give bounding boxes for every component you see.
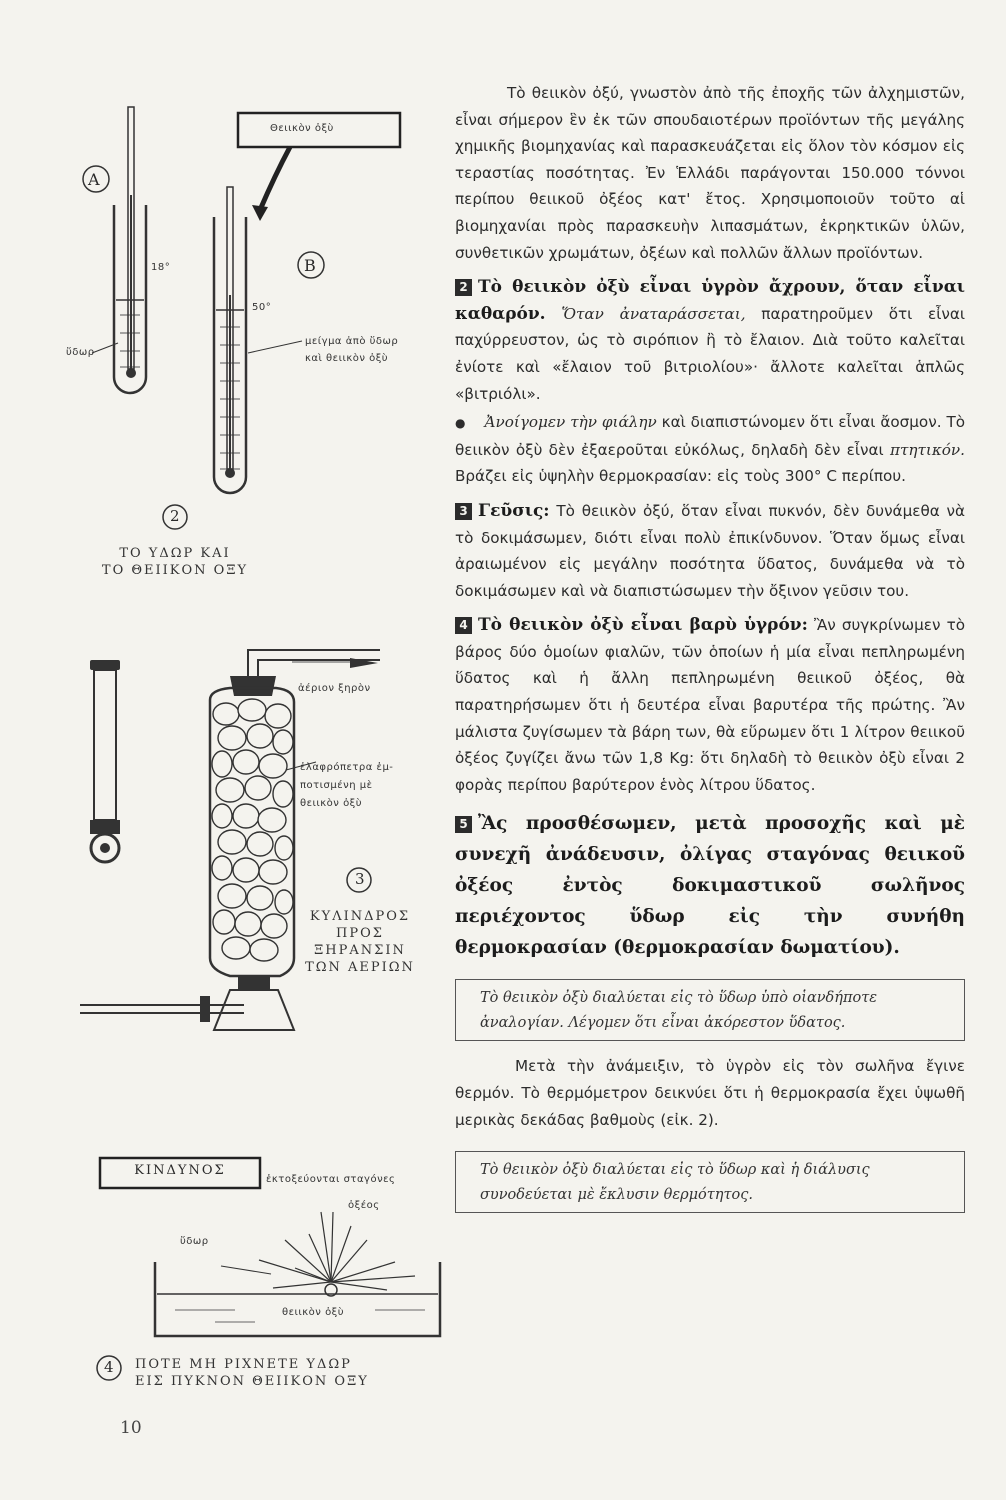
temp-a: 18° xyxy=(151,262,171,273)
figure-2-caption-line-2: ΤΟ ΘΕΙΙΚΟΝ ΟΞΥ xyxy=(101,563,249,578)
section-4-heading: Τὸ θειικὸν ὀξὺ εἶναι βαρὺ ὑγρόν: xyxy=(478,615,808,636)
pumice-label-3: θειικὸν ὀξὺ xyxy=(300,798,363,809)
section-2 xyxy=(455,274,965,407)
danger-label: ΚΙΝΔΥΝΟΣ xyxy=(134,1163,226,1178)
figure-3-number: 3 xyxy=(355,870,365,888)
section-4-body: Ἂν συγκρίνωμεν τὸ βάρος δύο ὁμοίων φιαλῶν, τῶν ὁποίων ἡ μία εἶναι πεπληρωμένη ὕδατος καὶ ἡ ἄλλη πεπληρωμένη θειικοῦ ὀξέος, θὰ παρατηρήσωμεν ὅτι ἡ δευτέρα εἶναι βαρυτέρα τῆς πρώτης. Ἂν μάλιστα ζυγίσωμεν τὰ βάρη των, θὰ εὕρωμεν ὅτι 1 λίτρον θειικοῦ ὀξέος ζυγίζει ἄνω τῶν 1,8 Kg: ὅτι δηλαδὴ τὸ θειικὸν ὀξὺ εἶναι 2 φορὰς περίπου βαρύτερον ἑνὸς λίτρου ὕδατος. xyxy=(455,616,966,794)
intro-paragraph: Τὸ θειικὸν ὀξύ, γνωστὸν ἀπὸ τῆς ἐποχῆς τῶν ἀλχημιστῶν, εἶναι σήμερον ἓν ἐκ τῶν σπουδαιοτέρων προϊόντων τῆς μεγάλης χημικῆς βιομηχανίας καὶ παρασκευάζεται εἰς ὅλον τὸν κόσμον εἰς τεραστίας ποσότητας. Ἐν Ἑλλάδι παράγονται 150.000 τόννοι περίπου θειικοῦ ὀξέος κατ' ἔτος. Χρησιμοποιοῦν τοῦτο αἱ βιομηχανίαι πρὸς παρασκευὴν λιπασμάτων, ἐκρηκτικῶν ὑλῶν, συνθετικῶν χρωμάτων, ὀξέων καὶ πολλῶν ἄλλων προϊόντων. xyxy=(455,84,965,262)
figure-4-number: 4 xyxy=(104,1358,114,1376)
dry-air-label: ἀέριον ξηρὸν xyxy=(298,683,371,694)
figure-2-caption xyxy=(80,545,270,579)
acid-dish-label: θειικὸν ὀξὺ xyxy=(282,1307,345,1318)
figure-4-caption xyxy=(135,1356,425,1390)
bullet: ● xyxy=(455,416,466,431)
water-label: ὕδωρ xyxy=(66,347,95,358)
section-3 xyxy=(455,498,965,604)
section-5 xyxy=(455,808,965,963)
section-2b xyxy=(455,409,965,490)
conclusion-box-1: Τὸ θειικὸν ὀξὺ διαλύεται εἰς τὸ ὕδωρ ὑπὸ οἱανδήποτε ἀναλογίαν. Λέγομεν ὅτι εἶναι ἀκόρεστον ὕδατος. xyxy=(455,979,965,1041)
section-4 xyxy=(455,612,965,798)
text-column xyxy=(455,80,965,1213)
pumice-label-1: ἐλαφρόπετρα ἐμ- xyxy=(300,762,394,773)
figure-3-caption-line-1: ΚΥΛΙΝΔΡΟΣ xyxy=(309,909,411,924)
section-4-number: 4 xyxy=(455,617,472,634)
figure-3-caption xyxy=(290,908,430,976)
water-label-fig4: ὕδωρ xyxy=(180,1236,209,1247)
figure-2-caption-line-1: ΤΟ ΥΔΩΡ ΚΑΙ xyxy=(119,546,231,561)
section-2-number: 2 xyxy=(455,279,472,296)
section-2b-italic: Ἀνοίγομεν τὴν φιάλην xyxy=(484,413,657,432)
section-2b-body-2: Βράζει εἰς ὑψηλὴν θερμοκρασίαν: εἰς τοὺς 300° C περίπου. xyxy=(455,467,906,486)
section-5-number: 5 xyxy=(455,816,472,833)
after-mixing-paragraph: Μετὰ τὴν ἀνάμειξιν, τὸ ὑγρὸν εἰς τὸν σωλῆνα ἔγινε θερμόν. Τὸ θερμόμετρον δεικνύει ὅτι ἡ θερμοκρασία ἔχει ὑψωθῆ μερικὰς δεκάδας βαθμοὺς (εἰκ. 2). xyxy=(455,1057,965,1129)
drops-label: ἐκτοξεύονται σταγόνες xyxy=(266,1174,396,1185)
label-a: A xyxy=(88,170,100,189)
acid-label: Θειικὸν ὀξὺ xyxy=(270,123,334,134)
section-2b-italic-2: πτητικόν. xyxy=(889,440,965,459)
section-2b-body-1: καὶ διαπιστώνομεν ὅτι εἶναι ἄοσμον. Τὸ θειικὸν ὀξὺ δὲν ἐξαεροῦται εὐκόλως, δηλαδὴ δὲν εἶναι xyxy=(455,413,966,459)
conclusion-box-2: Τὸ θειικὸν ὀξὺ διαλύεται εἰς τὸ ὕδωρ καὶ ἡ διάλυσις συνοδεύεται μὲ ἔκλυσιν θερμότητος. xyxy=(455,1151,965,1213)
figure-3-drying-cylinder xyxy=(80,640,440,1040)
figure-2-number: 2 xyxy=(170,507,180,525)
figure-3-caption-line-2: ΠΡΟΣ xyxy=(336,926,384,941)
temp-b: 50° xyxy=(252,302,272,313)
mixture-label-2: καὶ θειικὸν ὀξὺ xyxy=(305,353,389,364)
figure-4-caption-line-2: ΕΙΣ ΠΥΚΝΟΝ ΘΕΙΙΚΟΝ ΟΞΥ xyxy=(135,1374,369,1389)
section-3-heading: Γεῦσις: xyxy=(478,500,550,521)
section-2-heading: Τὸ θειικὸν ὀξὺ εἶναι ὑγρὸν ἄχρουν, ὅταν εἶναι καθαρόν. xyxy=(455,277,965,324)
section-5-body: Ἂς προσθέσωμεν, μετὰ προσοχῆς καὶ μὲ συνεχῆ ἀνάδευσιν, ὀλίγας σταγόνας θειικοῦ ὀξέος ἐντὸς δοκιμαστικοῦ σωλῆνος περιέχοντος ὕδωρ εἰς τὴν συνήθη θερμοκρασίαν (θερμοκρασίαν δωματίου). xyxy=(455,813,965,959)
acid-word-label: ὀξέος xyxy=(348,1200,380,1211)
figure-4-caption-line-1: ΠΟΤΕ ΜΗ ΡΙΧΝΕΤΕ ΥΔΩΡ xyxy=(135,1357,352,1372)
pumice-label-2: ποτισμένη μὲ xyxy=(300,780,373,791)
section-3-number: 3 xyxy=(455,503,472,520)
section-3-body: Τὸ θειικὸν ὀξύ, ὅταν εἶναι πυκνόν, δὲν δυνάμεθα νὰ τὸ δοκιμάσωμεν, διότι εἶναι πολὺ ἐπικίνδυνον. Ὅταν ὅμως εἶναι ἀραιωμένον εἰς μεγάλην ποσότητα ὕδατος, δυνάμεθα νὰ τὸ δοκιμάσωμεν καὶ νὰ διαπιστώσωμεν τὴν ὄξινον γεῦσιν του. xyxy=(455,501,966,600)
mixture-label-1: μείγμα ἀπὸ ὕδωρ xyxy=(305,336,399,347)
section-2-body: παρατηροῦμεν ὅτι εἶναι παχύρρευστον, ὡς τὸ σιρόπιον ἢ τὸ ἔλαιον. Διὰ τοῦτο καλεῖται ἐνίοτε καὶ «ἔλαιον τοῦ βιτριολίου»· ἄλλοτε καλεῖται ἁπλῶς «βιτριόλι». xyxy=(455,304,965,403)
figure-3-caption-line-3: ΞΗΡΑΝΣΙΝ xyxy=(314,943,406,958)
figure-3-caption-line-4: ΤΩΝ ΑΕΡΙΩΝ xyxy=(305,960,415,975)
section-2-italic: Ὅταν ἀναταράσσεται, xyxy=(561,304,746,323)
label-b: B xyxy=(304,256,316,275)
page-number: 10 xyxy=(120,1418,142,1438)
